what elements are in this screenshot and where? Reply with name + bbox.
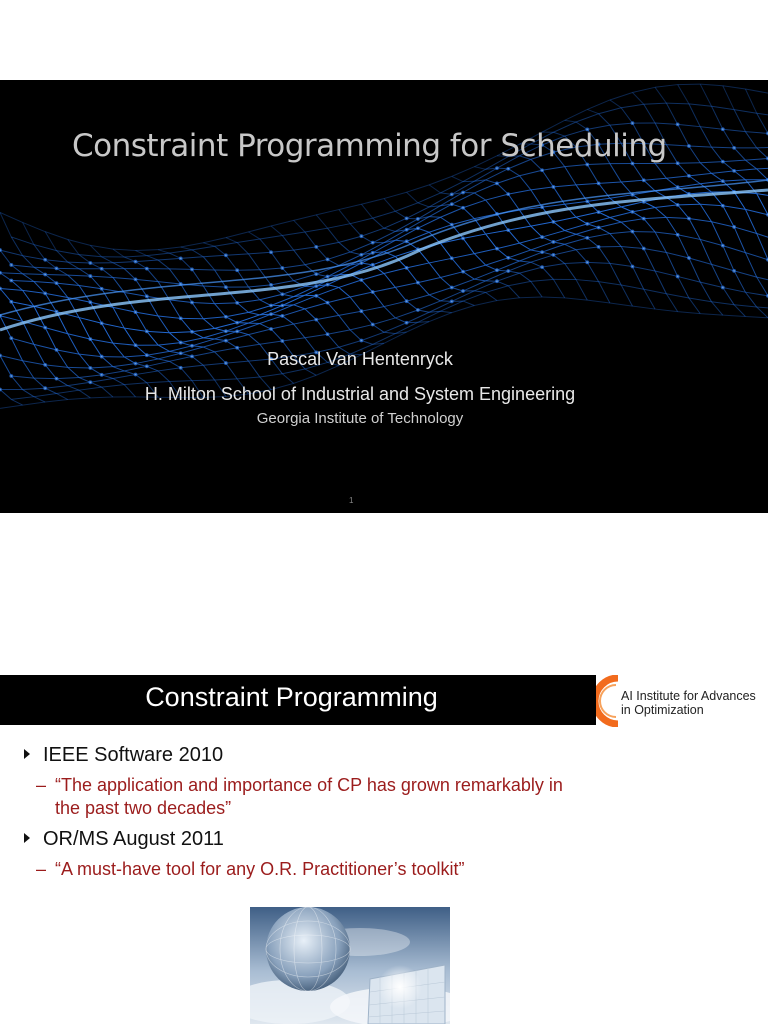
institution-name: Georgia Institute of Technology [256,410,464,427]
dash-bullet-icon: – [36,859,47,879]
page-number: 1 [349,496,354,505]
slide-title: Constraint Programming for Scheduling [72,128,667,164]
logo-line-2: in Optimization [621,703,704,717]
bullet-label: IEEE Software 2010 [43,744,224,766]
triangle-bullet-icon [24,833,30,843]
sub-bullet-quote [36,858,465,881]
logo-line-1: AI Institute for Advances [621,689,756,703]
title-slide [0,80,768,513]
school-name: H. Milton School of Industrial and System Engineering [144,384,576,404]
slide-header-bar [0,675,596,725]
globe-and-sky-image [250,907,450,1024]
bullet-item [24,828,224,851]
quote-line-1: “A must-have tool for any O.R. Practitioner’s toolkit” [55,859,465,879]
slide-title: Constraint Programming [145,682,438,712]
triangle-bullet-icon [24,749,30,759]
bullet-label: OR/MS August 2011 [43,828,224,850]
bullet-item [24,744,223,767]
dash-bullet-icon: – [36,775,47,795]
ai-institute-logo [596,675,768,727]
sub-bullet-quote [36,774,563,820]
quote-line-1: “The application and importance of CP has grown remarkably in [55,775,563,795]
author-name: Pascal Van Hentenryck [267,349,453,369]
quote-line-2: the past two decades” [55,798,232,818]
